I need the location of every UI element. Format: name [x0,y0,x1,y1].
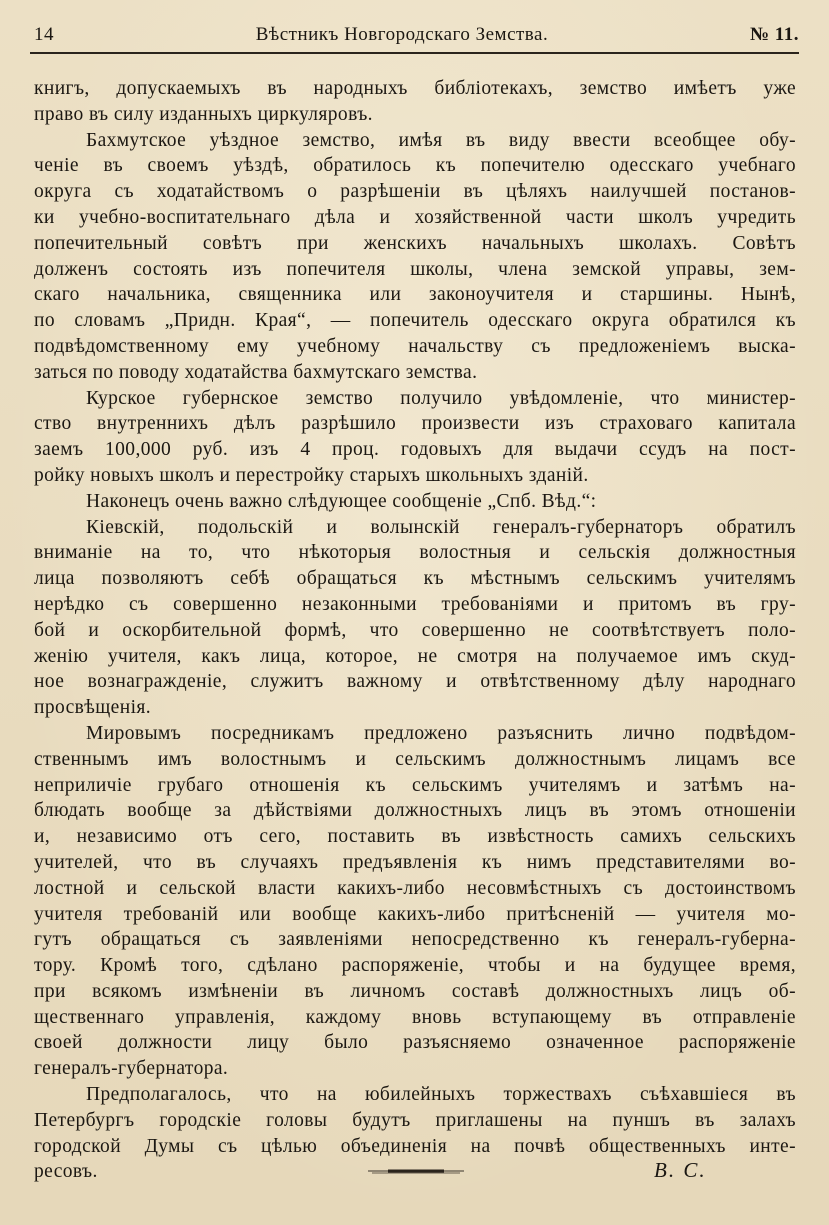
text-line: ное вознагражденіе, служитъ важному и отвѣтственному дѣлу народнаго [34,671,796,693]
text-line: Бахмутское уѣздное земство, имѣя въ виду ввести всеобщее обу- [86,129,796,151]
text-line: гутъ обращаться съ заявленіями непосредственно къ генералъ-губерна- [34,929,796,951]
text-line: право въ силу изданныхъ циркуляровъ. [34,103,373,125]
text-line: нерѣдко съ совершенно незаконными требованіями и притомъ въ гру- [34,593,796,615]
text-line: подвѣдомственному ему учебному начальству съ предложеніемъ выска- [34,335,796,357]
text-line: ственнымъ имъ волостнымъ и сельскимъ должностнымъ лицамъ все [34,748,796,770]
text-line: учителя требованій или вообще какихъ-либо притѣсненій — учителя мо- [34,903,796,925]
text-line: попечительный совѣтъ при женскихъ начальныхъ школахъ. Совѣтъ [34,232,796,254]
text-line: бой и оскорбительной формѣ, что совершенно не соотвѣтствуетъ поло- [34,619,796,641]
text-line: генералъ-губернатора. [34,1058,229,1080]
text-line: щественнаго управленія, каждому вновь вступающему въ отправленіе [34,1006,796,1028]
text-line: книгъ, допускаемыхъ въ народныхъ библіотекахъ, земство имѣетъ уже [34,78,796,99]
text-line: Наконецъ очень важно слѣдующее сообщеніе „Спб. Вѣд.“: [86,490,597,512]
page-header [34,20,799,50]
text-line: учителей, что въ случаяхъ предъявленія къ нимъ представителями во- [34,851,796,873]
journal-title: Вѣстникъ Новгородскаго Земства. [255,24,549,45]
text-line: Мировымъ посредникамъ предложено разъяснить лично подвѣдом- [86,722,796,744]
text-line: ки учебно-воспитательнаго дѣла и хозяйственной части школъ учредить [34,206,796,228]
text-line: лостной и сельской власти какихъ-либо несовмѣстныхъ съ достоинствомъ [34,877,796,899]
text-line: городской Думы съ цѣлью объединенія на почвѣ общественныхъ инте- [34,1135,796,1157]
issue-number: № 11. [749,24,799,45]
text-line: Петербургъ городскіе головы будутъ приглашены на пуншъ въ залахъ [34,1109,796,1131]
text-line: Курское губернское земство получило увѣдомленіе, что министер- [86,387,796,409]
text-line: просвѣщенія. [34,697,152,719]
page-number: 14 [34,24,54,45]
text-line: блюдать вообще за дѣйствіями должностныхъ лицъ въ этомъ отношеніи [34,800,796,822]
text-line: женію учителя, какъ лица, которое, не смотря на получаемое имъ скуд- [34,645,796,667]
ornament-divider [368,1168,464,1174]
text-line: заемъ 100,000 руб. изъ 4 проц. годовыхъ для выдачи ссудъ на пост- [34,439,796,461]
author-signature: В. С. [654,1158,707,1182]
text-line: лица позволяютъ себѣ обращаться къ мѣстнымъ сельскимъ учителямъ [34,568,796,590]
text-line: ченіе въ своемъ уѣздѣ, обратилось къ попечителю одесскаго учебнаго [34,155,796,177]
text-line: ство внутреннихъ дѣлъ разрѣшило произвести изъ страховаго капитала [34,413,796,435]
text-line: по словамъ „Придн. Края“, — попечитель одесскаго округа обратился къ [34,310,796,332]
text-line: округа съ ходатайствомъ о разрѣшеніи въ цѣляхъ наилучшей постанов- [34,181,796,203]
text-line: неприличіе грубаго отношенія къ сельскимъ учителямъ и затѣмъ на- [34,774,796,796]
text-line: ресовъ. [34,1161,98,1183]
header-rule [30,52,799,54]
text-line: при всякомъ измѣненіи въ личномъ составѣ должностныхъ лицъ об- [34,980,796,1002]
page-footer [0,1158,829,1188]
text-line: долженъ состоять изъ попечителя школы, члена земской управы, зем- [34,258,796,280]
text-line: ройку новыхъ школъ и перестройку старыхъ школьныхъ зданій. [34,464,589,486]
text-line: заться по поводу ходатайства бахмутскаго земства. [34,361,478,383]
text-line: Кіевскій, подольскій и волынскій генералъ-губернаторъ обратилъ [86,516,796,538]
text-line: и, независимо отъ сего, поставить въ извѣстность самихъ сельскихъ [34,826,796,848]
text-line: Предполагалось, что на юбилейныхъ торжествахъ съѣхавшіеся въ [86,1084,796,1106]
text-line: тору. Кромѣ того, сдѣлано распоряженіе, чтобы и на будущее время, [34,955,796,977]
text-line: вниманіе на то, что нѣкоторыя волостныя и сельскія должностныя [34,542,796,564]
text-line: скаго начальника, священника или законоучителя и старшины. Нынѣ, [34,284,796,306]
article-text [34,76,796,1185]
text-line: своей должности лицу было разъясняемо означенное распоряженіе [34,1032,796,1054]
